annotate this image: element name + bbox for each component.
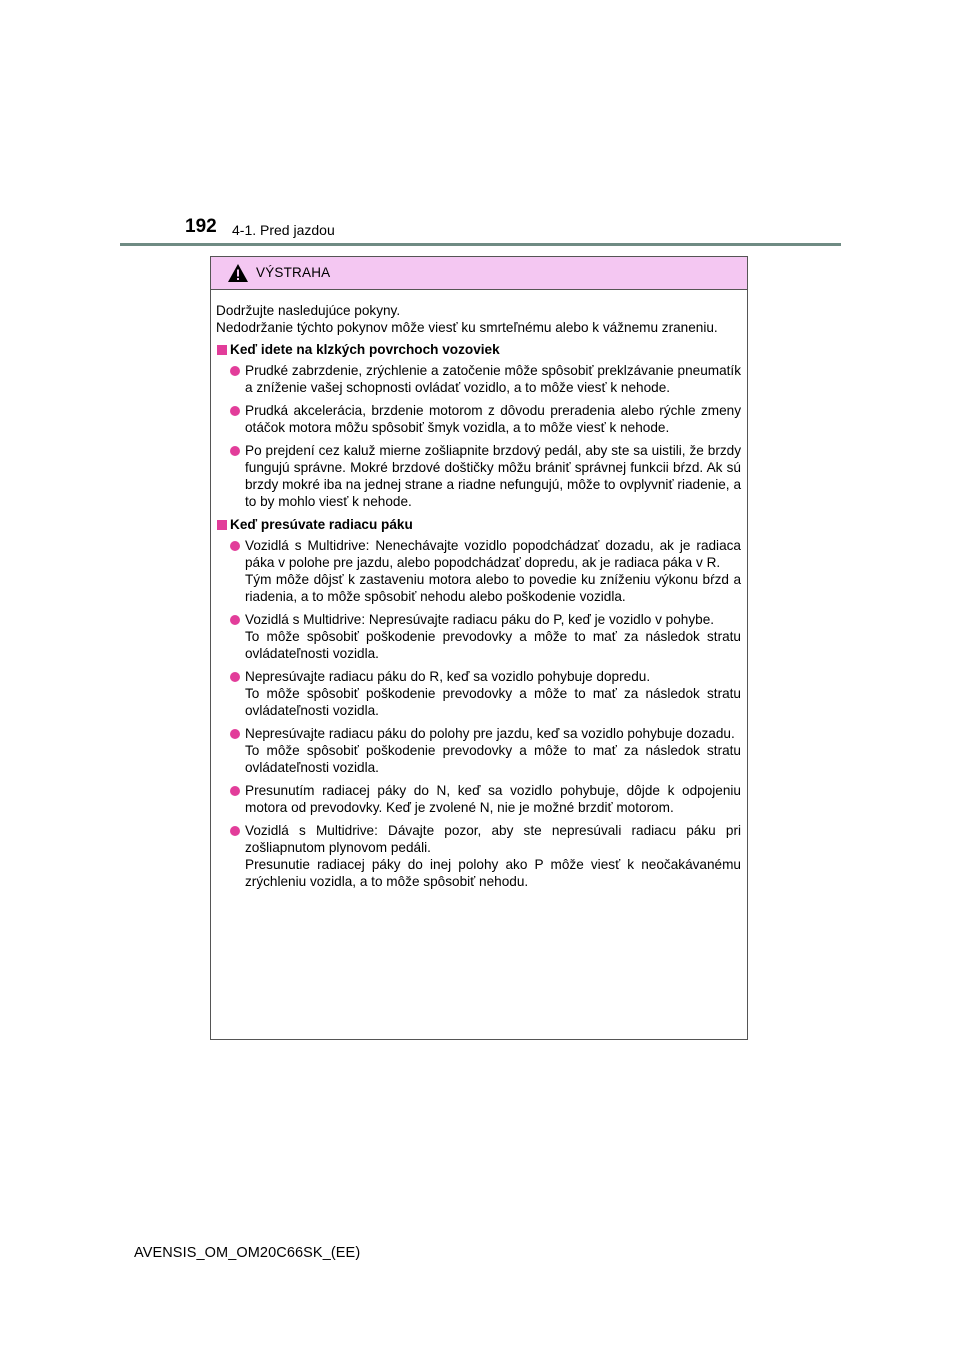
intro-line: Nedodržanie týchto pokynov môže viesť ku smrteľnému alebo k vážnemu zraneniu. xyxy=(216,320,718,335)
section-heading xyxy=(216,341,741,358)
list-item xyxy=(216,362,741,396)
section-heading-text: Keď presúvate radiacu páku xyxy=(230,517,413,532)
square-bullet-icon xyxy=(217,520,227,530)
section-heading-text: Keď idete na klzkých povrchoch vozoviek xyxy=(230,342,500,357)
list-item-text: To môže spôsobiť poškodenie prevodovky a môže to mať za následok stratu ovládateľnosti vozidla. xyxy=(245,743,741,775)
list-item-text: Prudké zabrzdenie, zrýchlenie a zatočenie môže spôsobiť preklzávanie pneumatík a zníženie vašej schopnosti ovládať vozidlo, a to môže viesť k nehode. xyxy=(245,363,741,395)
list-item-text: Nepresúvajte radiacu páku do polohy pre jazdu, keď sa vozidlo pohybuje dozadu. xyxy=(245,726,735,741)
warning-box xyxy=(210,256,748,1040)
circle-bullet-icon xyxy=(230,729,240,739)
square-bullet-icon xyxy=(217,345,227,355)
list-item xyxy=(216,442,741,510)
circle-bullet-icon xyxy=(230,615,240,625)
list-item-text: Presunutie radiacej páky do inej polohy ako P môže viesť k neočakávanému zrýchleniu vozidla, a to môže spôsobiť nehodu. xyxy=(245,857,741,889)
list-item-text: Tým môže dôjsť k zastaveniu motora alebo to povedie ku zníženiu výkonu bŕzd a riadenia, a to môže spôsobiť nehodu alebo poškodenie vozidla. xyxy=(245,572,741,604)
page-number: 192 xyxy=(185,216,217,237)
circle-bullet-icon xyxy=(230,672,240,682)
warning-section xyxy=(216,341,741,510)
intro-line: Dodržujte nasledujúce pokyny. xyxy=(216,303,401,318)
header-rule xyxy=(120,243,841,246)
list-item-text: Presunutím radiacej páky do N, keď sa vozidlo pohybuje, dôjde k odpojeniu motora od prevodovky. Keď je zvolené N, nie je možné brzdiť motorom. xyxy=(245,783,741,815)
list-item xyxy=(216,725,741,776)
list-item xyxy=(216,611,741,662)
list-item-text: Po prejdení cez kaluž mierne zošliapnite brzdový pedál, aby ste sa uistili, že brzdy fungujú správne. Mokré brzdové doštičky môžu brániť správnej funkcii bŕzd. Ak sú brzdy mokré iba na jednej strane a riadne nefungujú, môže to ovplyvniť riadenie, a to by mohlo viesť k nehode. xyxy=(245,443,741,509)
list-item-text: Vozidlá s Multidrive: Dávajte pozor, aby ste nepresúvali radiacu páku pri zošliapnutom plynovom pedáli. xyxy=(245,823,741,855)
document-code: AVENSIS_OM_OM20C66SK_(EE) xyxy=(134,1245,361,1261)
warning-intro xyxy=(216,302,741,336)
list-item xyxy=(216,668,741,719)
list-item xyxy=(216,822,741,890)
list-item-text: To môže spôsobiť poškodenie prevodovky a môže to mať za následok stratu ovládateľnosti vozidla. xyxy=(245,686,741,718)
warning-header xyxy=(211,257,747,290)
section-heading xyxy=(216,516,741,533)
list-item-text: Vozidlá s Multidrive: Nepresúvajte radiacu páku do P, keď je vozidlo v pohybe. xyxy=(245,612,715,627)
warning-section xyxy=(216,516,741,890)
warning-sections xyxy=(216,341,741,890)
list-item-text: Prudká akcelerácia, brzdenie motorom z dôvodu preradenia alebo rýchle zmeny otáčok motora môžu spôsobiť šmyk vozidla, a to môže viesť k nehode. xyxy=(245,403,741,435)
warning-triangle-icon xyxy=(227,263,249,283)
list-item xyxy=(216,537,741,605)
circle-bullet-icon xyxy=(230,541,240,551)
warning-title: VÝSTRAHA xyxy=(256,265,331,280)
circle-bullet-icon xyxy=(230,786,240,796)
list-item-text: Nepresúvajte radiacu páku do R, keď sa vozidlo pohybuje dopredu. xyxy=(245,669,651,684)
circle-bullet-icon xyxy=(230,446,240,456)
section-title: 4-1. Pred jazdou xyxy=(232,222,335,238)
list-item xyxy=(216,402,741,436)
bullet-list xyxy=(216,537,741,890)
list-item-text: Vozidlá s Multidrive: Nenechávajte vozidlo popodchádzať dozadu, ak je radiaca páka v polohe pre jazdu, alebo popodchádzať dopredu, ak je radiaca páka v R. xyxy=(245,538,741,570)
list-item-text: To môže spôsobiť poškodenie prevodovky a môže to mať za následok stratu ovládateľnosti vozidla. xyxy=(245,629,741,661)
circle-bullet-icon xyxy=(230,826,240,836)
circle-bullet-icon xyxy=(230,406,240,416)
list-item xyxy=(216,782,741,816)
circle-bullet-icon xyxy=(230,366,240,376)
warning-body xyxy=(211,290,747,890)
bullet-list xyxy=(216,362,741,510)
